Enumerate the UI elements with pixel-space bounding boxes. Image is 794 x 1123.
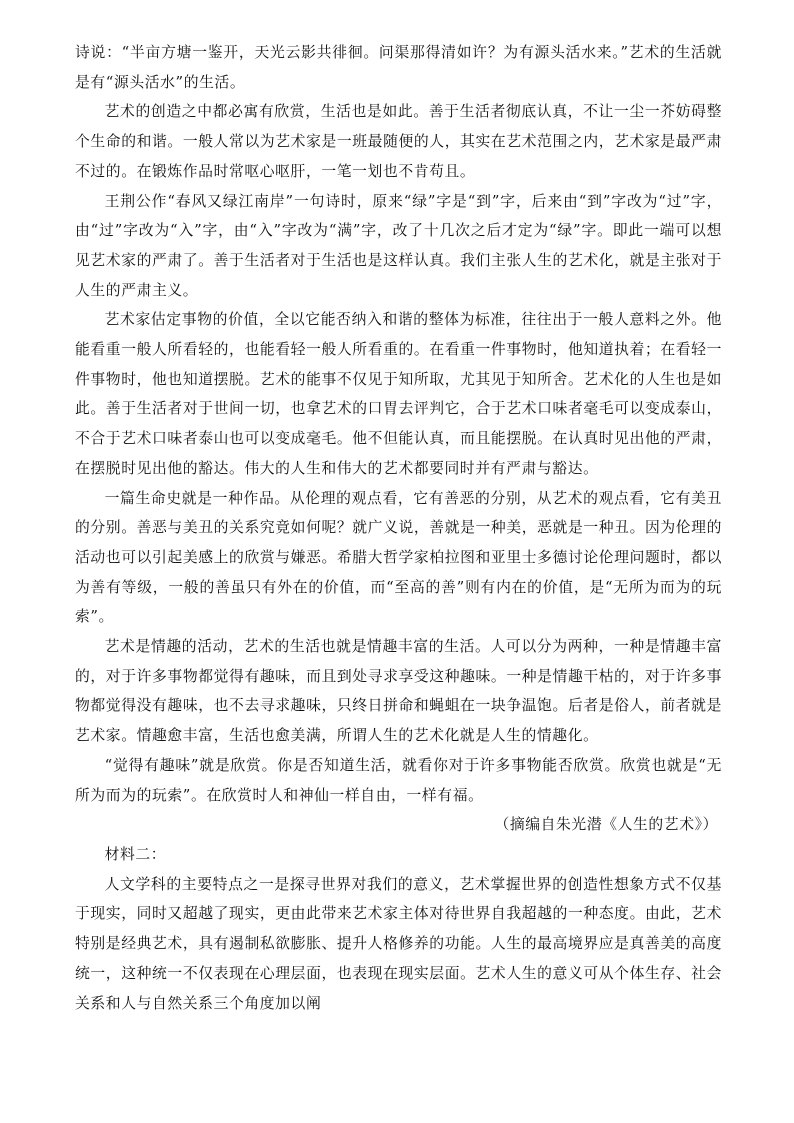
paragraph-interest: 艺术是情趣的活动，艺术的生活也就是情趣丰富的生活。人可以分为两种，一种是情趣丰富的，对于许多事物都觉得有趣味，而且到处寻求享受这种趣味。一种是情趣干枯的，对于许多事物都觉得没有趣味，也不去寻求趣味，只终日拼命和蝇蛆在一块争温饱。后者是俗人，前者就是艺术家。情趣愈丰富，生活也愈美满，所谓人生的艺术化就是人生的情趣化。 (75, 638, 722, 745)
paragraph-value-judgement: 艺术家估定事物的价值，全以它能否纳入和谐的整体为标准，往往出于一般人意料之外。他能看重一般人所看轻的，也能看轻一般人所看重的。在看重一件事物时，他知道执着；在看轻一件事物时，他也知道摆脱。艺术的能事不仅见于知所取，尤其见于知所舍。艺术化的人生也是如此。善于生活者对于世间一切，也拿艺术的口胃去评判它，合于艺术口味者毫毛可以变成泰山，不合于艺术口味者泰山也可以变成毫毛。他不但能认真，而且能摆脱。在认真时见出他的严肃，在摆脱时见出他的豁达。伟大的人生和伟大的艺术都要同时并有严肃与豁达。 (75, 311, 722, 477)
paragraph-material-two: 人文学科的主要特点之一是探寻世界对我们的意义，艺术掌握世界的创造性想象方式不仅基于现实，同时又超越了现实，更由此带来艺术家主体对待世界自我超越的一种态度。由此，艺术特别是经典艺术，具有遏制私欲膨胀、提升人格修养的功能。人生的最高境界应是真善美的高度统一，这种统一不仅表现在心理层面，也表现在现实层面。艺术人生的意义可从个体生存、社会关系和人与自然关系三个角度加以阐 (75, 875, 722, 1012)
paragraph-life-history: 一篇生命史就是一种作品。从伦理的观点看，它有善恶的分别，从艺术的观点看，它有美丑的分别。善恶与美丑的关系究竟如何呢？就广义说，善就是一种美，恶就是一种丑。因为伦理的活动也可以引起美感上的欣赏与嫌恶。希腊大哲学家柏拉图和亚里士多德讨论伦理问题时，都以为善有等级，一般的善虽只有外在的价值，而“至高的善”则有内在的价值，是“无所为而为的玩索”。 (75, 489, 722, 626)
paragraph-appreciation: 艺术的创造之中都必寓有欣赏，生活也是如此。善于生活者彻底认真，不让一尘一芥妨碍整个生命的和谐。一般人常以为艺术家是一班最随便的人，其实在艺术范围之内，艺术家是最严肃不过的。在锻炼作品时常呕心呕肝，一笔一划也不肯苟且。 (75, 103, 722, 180)
source-citation: （摘编自朱光潜《人生的艺术》） (494, 816, 718, 834)
paragraph-enjoyment: “觉得有趣味”就是欣赏。你是否知道生活，就看你对于许多事物能否欣赏。欣赏也就是“无所为而为的玩索”。在欣赏时人和神仙一样自由，一样有福。 (75, 756, 722, 804)
paragraph-poem: 诗说：“半亩方塘一鉴开，天光云影共徘徊。问渠那得清如许？为有源头活水来。”艺术的生活就是有“源头活水”的生活。 (75, 44, 722, 91)
material-two-label: 材料二： (104, 845, 167, 863)
paragraph-wang-jinggong: 王荆公作“春风又绿江南岸”一句诗时，原来“绿”字是“到”字，后来由“到”字改为“过”字，由“过”字改为“入”字，由“入”字改为“满”字，改了十几次之后才定为“绿”字。即此一端可以想见艺术家的严肃了。善于生活者对于生活也是这样认真。我们主张人生的艺术化，就是主张对于人生的严肃主义。 (75, 192, 722, 299)
